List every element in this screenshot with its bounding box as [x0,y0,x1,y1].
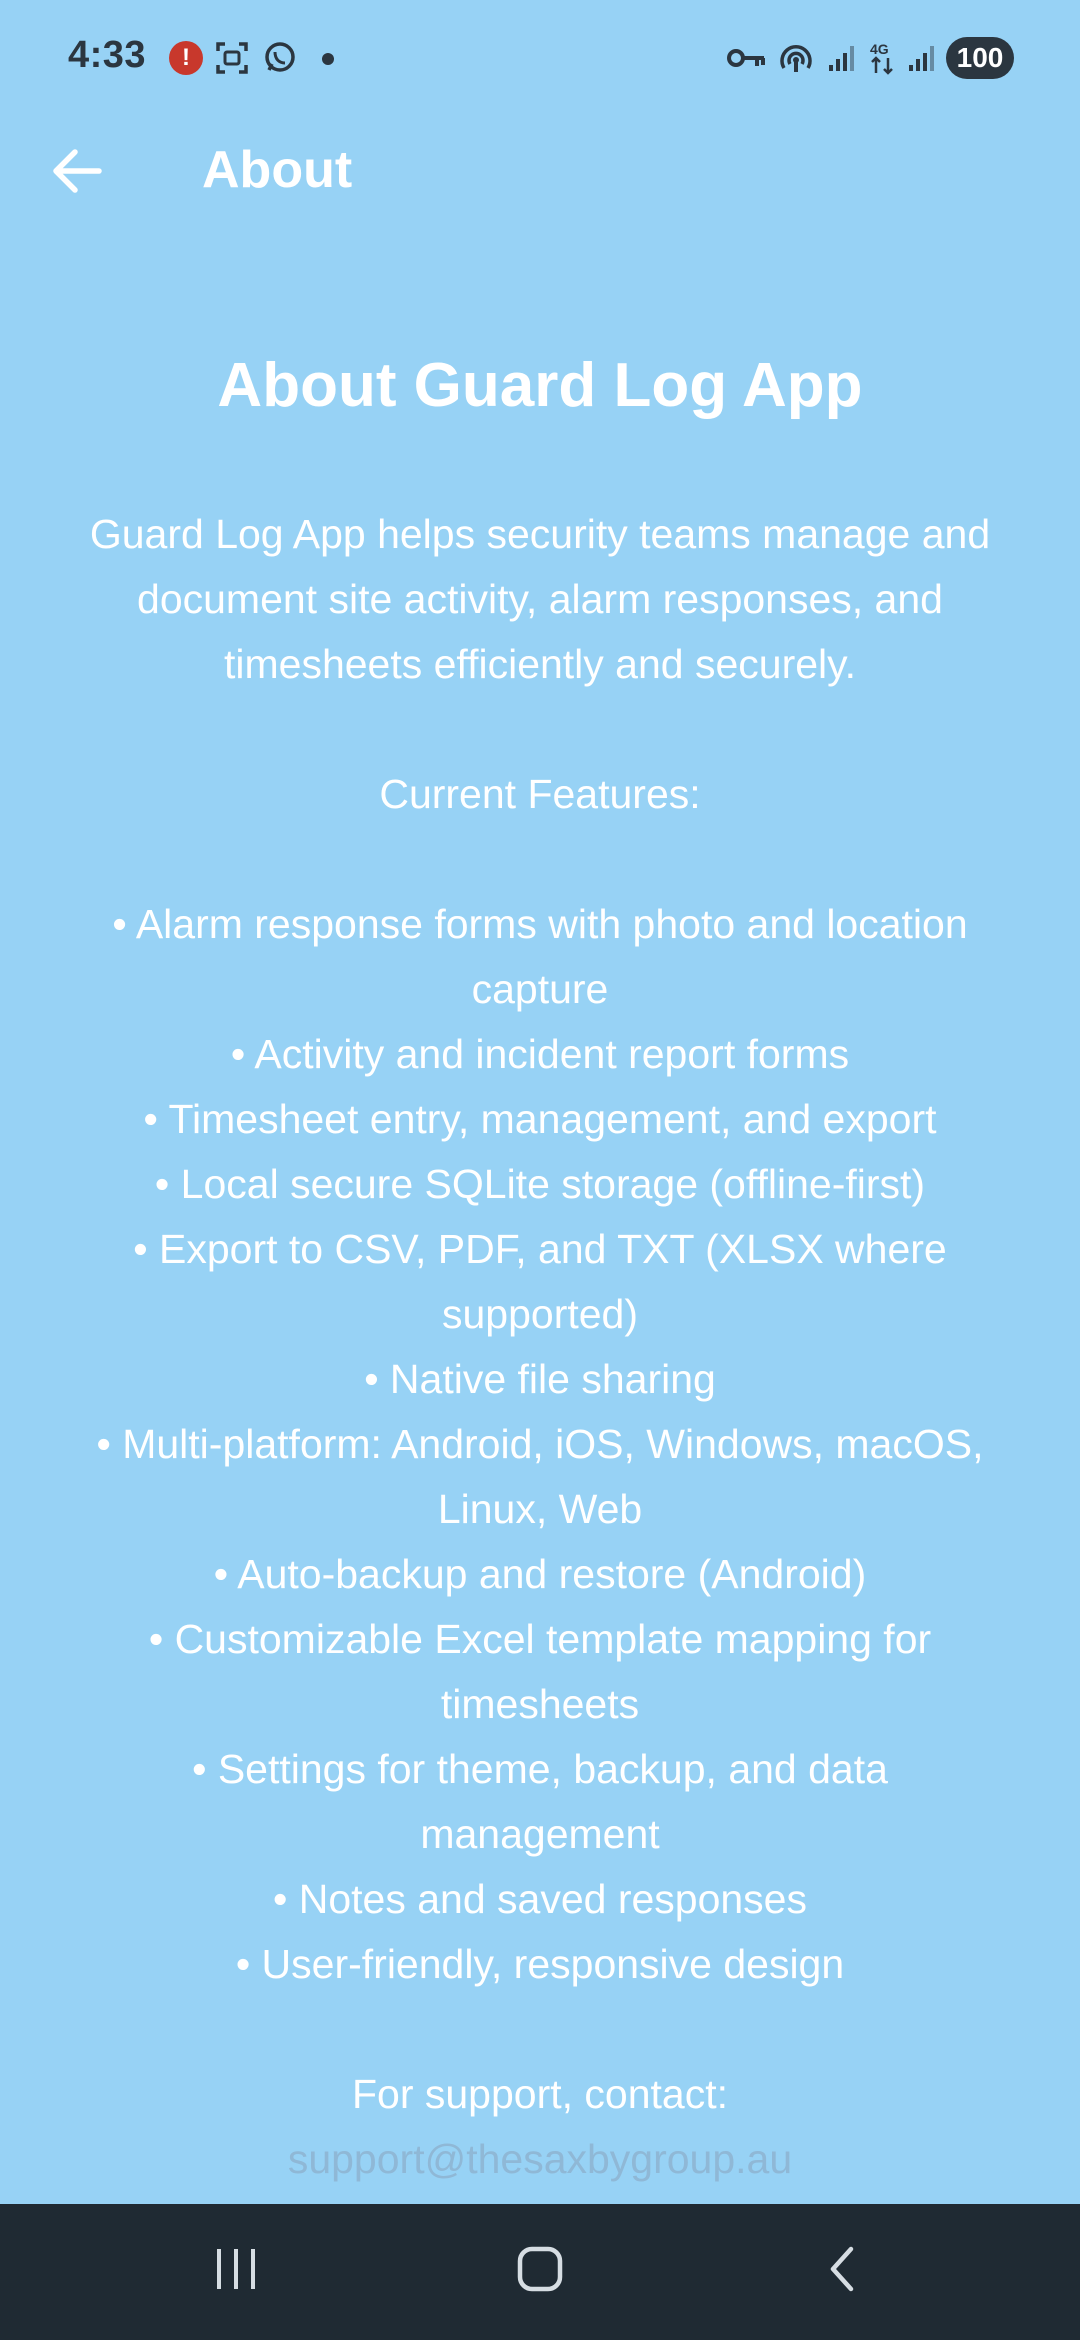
feature-item: • Multi-platform: Android, iOS, Windows, macOS, Linux, Web [96,1421,984,1532]
about-description: Guard Log App helps security teams manage and document site activity, alarm responses, and timesheets efficiently and securely. [89,511,991,687]
vpn-key-icon [726,40,768,76]
app-bar [0,118,1080,228]
feature-item: • Activity and incident report forms [230,1031,850,1077]
feature-item: • Auto-backup and restore (Android) [213,1551,867,1597]
back-icon [825,2245,859,2298]
feature-item: • Export to CSV, PDF, and TXT (XLSX where supported) [133,1226,947,1337]
feature-item: • Notes and saved responses [272,1876,807,1922]
home-button[interactable] [500,2236,580,2306]
system-back-button[interactable] [802,2236,882,2306]
hotspot-icon [778,40,814,76]
feature-item: • Native file sharing [364,1356,716,1402]
whatsapp-icon [262,40,298,76]
about-content [70,340,1010,2192]
signal-icon [824,40,860,76]
battery-indicator: 100 [946,37,1014,79]
feature-list [70,892,1010,1997]
page-title: About [202,141,353,199]
about-heading: About Guard Log App [217,351,863,420]
arrow-left-icon [51,148,103,199]
back-button[interactable] [42,142,112,204]
network-4g-icon [866,40,902,76]
notification-dot [322,53,334,65]
signal-icon [904,40,940,76]
support-label: For support, contact: [351,2071,728,2117]
screenshot-icon [214,40,250,76]
feature-item: • Alarm response forms with photo and location capture [112,901,968,1012]
feature-item: • Settings for theme, backup, and data management [192,1746,888,1857]
status-time: 4:33 [68,34,147,76]
svg-text:4G: 4G [870,41,889,57]
feature-item: • User-friendly, responsive design [235,1941,845,1987]
features-heading: Current Features: [379,771,701,817]
feature-item: • Local secure SQLite storage (offline-first) [154,1161,926,1207]
navigation-bar [0,2204,1080,2340]
feature-item: • Timesheet entry, management, and export [143,1096,937,1142]
support-email-link[interactable]: support@thesaxbygroup.au [287,2136,793,2182]
recent-apps-button[interactable] [196,2236,276,2306]
feature-item: • Customizable Excel template mapping for timesheets [148,1616,932,1727]
recent-apps-icon [213,2247,259,2296]
status-bar [0,0,1080,118]
home-icon [516,2245,564,2298]
alert-icon: ! [168,40,204,76]
